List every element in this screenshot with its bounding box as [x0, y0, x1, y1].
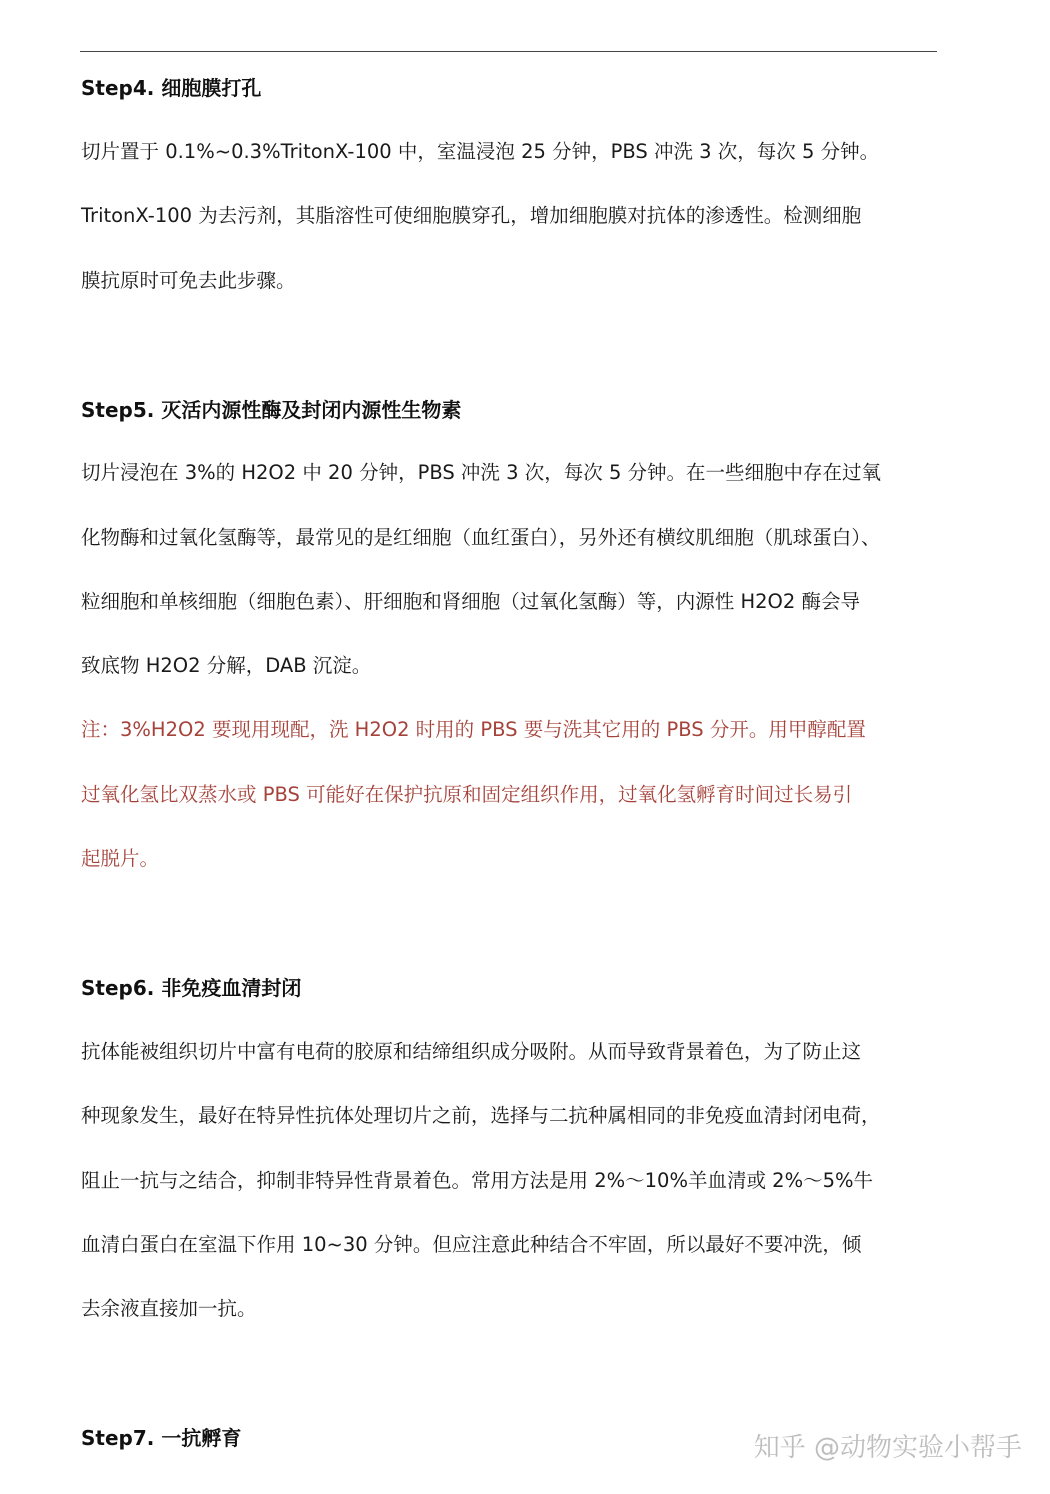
step6-line-3: 阻止一抗与之结合，抑制非特异性背景着色。常用方法是用 2%～10%羊血清或 2%～5%牛 — [81, 1169, 874, 1192]
step5-line-1: 切片浸泡在 3%的 H2O2 中 20 分钟，PBS 冲洗 3 次，每次 5 分钟。在一些细胞中存在过氧 — [81, 461, 882, 484]
step4-heading: Step4. 细胞膜打孔 — [81, 76, 262, 100]
step4-line-2: TritonX-100 为去污剂，其脂溶性可使细胞膜穿孔，增加细胞膜对抗体的渗透性。检测细胞 — [81, 204, 862, 227]
zhihu-watermark: 知乎 @动物实验小帮手 — [753, 1433, 1022, 1463]
step6-heading: Step6. 非免疫血清封闭 — [81, 976, 302, 1000]
step7-heading: Step7. 一抗孵育 — [81, 1426, 242, 1450]
step4-line-1: 切片置于 0.1%~0.3%TritonX-100 中，室温浸泡 25 分钟，PBS 冲洗 3 次，每次 5 分钟。 — [81, 140, 880, 163]
step6-line-4: 血清白蛋白在室温下作用 10~30 分钟。但应注意此种结合不牢固，所以最好不要冲洗，倾 — [81, 1233, 862, 1256]
step6-line-5: 去余液直接加一抗。 — [81, 1297, 257, 1320]
step5-note-line-2: 过氧化氢比双蒸水或 PBS 可能好在保护抗原和固定组织作用，过氧化氢孵育时间过长易引 — [81, 783, 853, 806]
step6-line-1: 抗体能被组织切片中富有电荷的胶原和结缔组织成分吸附。从而导致背景着色，为了防止这 — [81, 1040, 862, 1063]
step5-note-line-1: 注：3%H2O2 要现用现配，洗 H2O2 时用的 PBS 要与洗其它用的 PBS 分开。用甲醇配置 — [81, 718, 866, 741]
top-divider — [80, 51, 937, 52]
step6-line-2: 种现象发生，最好在特异性抗体处理切片之前，选择与二抗种属相同的非免疫血清封闭电荷， — [81, 1104, 881, 1127]
step4-line-3: 膜抗原时可免去此步骤。 — [81, 269, 296, 292]
step5-line-4: 致底物 H2O2 分解，DAB 沉淀。 — [81, 654, 372, 677]
step5-line-2: 化物酶和过氧化氢酶等，最常见的是红细胞（血红蛋白），另外还有横纹肌细胞（肌球蛋白）、 — [81, 526, 881, 549]
step5-note-line-3: 起脱片。 — [81, 847, 160, 870]
step5-heading: Step5. 灭活内源性酶及封闭内源性生物素 — [81, 398, 462, 422]
step5-line-3: 粒细胞和单核细胞（细胞色素）、肝细胞和肾细胞（过氧化氢酶）等，内源性 H2O2 酶会导 — [81, 590, 860, 613]
